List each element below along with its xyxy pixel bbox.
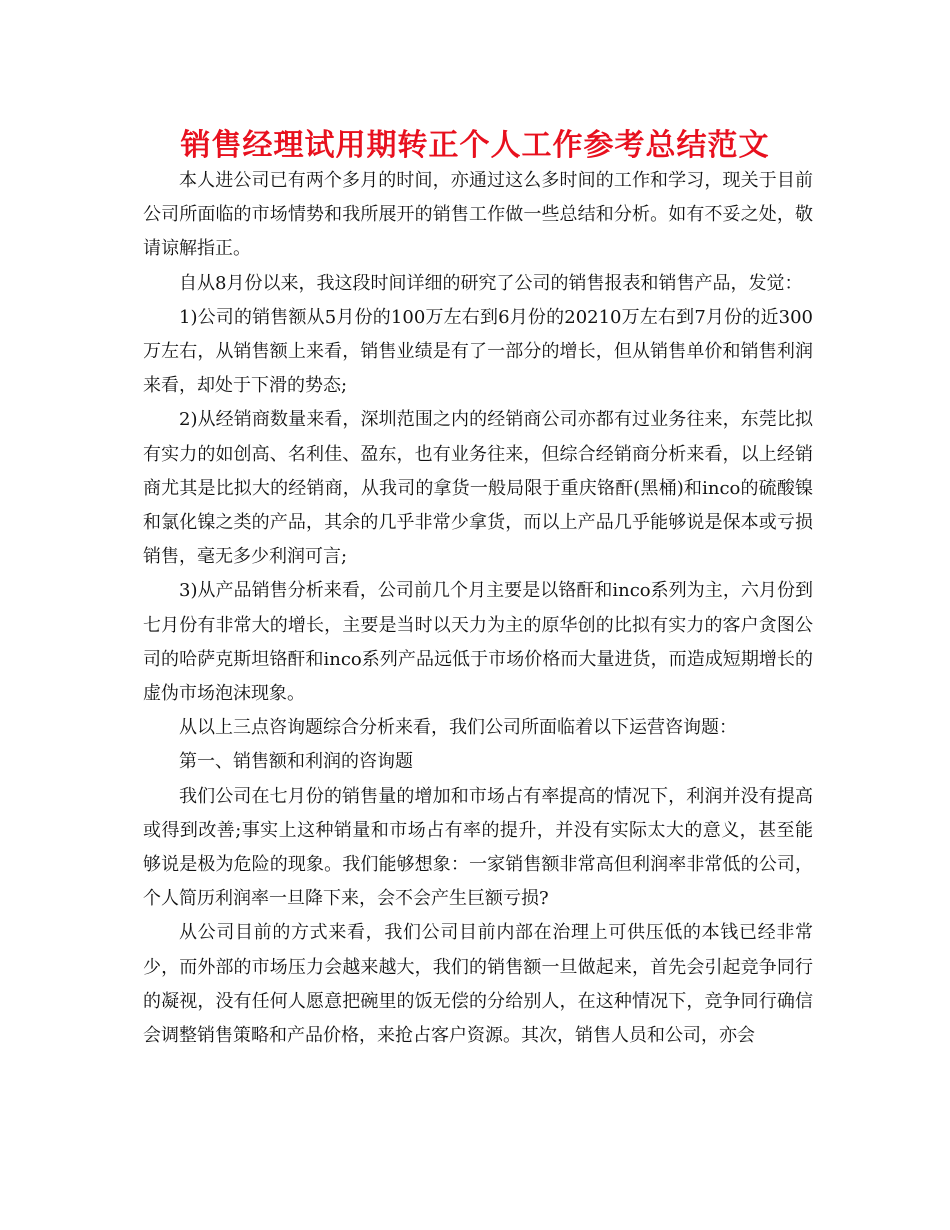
paragraph: 1)公司的销售额从5月份的100万左右到6月份的20210万左右到7月份的近300万左右，从销售额上来看，销售业绩是有了一部分的增长，但从销售单价和销售利润来看，却处于下滑的势态; bbox=[143, 306, 813, 397]
paragraph: 2)从经销商数量来看，深圳范围之内的经销商公司亦都有过业务往来，东莞比拟有实力的如创高、名利佳、盈东，也有业务往来，但综合经销商分析来看，以上经销商尤其是比拟大的经销商，从我司的拿货一般局限于重庆铬酐(黑桶)和inco的硫酸镍和氯化镍之类的产品，其余的几乎非常少拿货，而以上产品几乎能够说是保本或亏损销售，毫无多少利润可言; bbox=[143, 409, 813, 568]
paragraph: 自从8月份以来，我这段时间详细的研究了公司的销售报表和销售产品，发觉： bbox=[179, 272, 803, 294]
section-heading: 第一、销售额和利润的咨询题 bbox=[179, 751, 413, 773]
paragraph: 我们公司在七月份的销售量的增加和市场占有率提高的情况下，利润并没有提高或得到改善;事实上这种销量和市场占有率的提升，并没有实际太大的意义，甚至能够说是极为危险的现象。我们能够想象：一家销售额非常高但利润率非常低的公司，个人简历利润率一旦降下来，会不会产生巨额亏损? bbox=[143, 785, 813, 910]
paragraph: 3)从产品销售分析来看，公司前几个月主要是以铬酐和inco系列为主，六月份到七月份有非常大的增长，主要是当时以天力为主的原华创的比拟有实力的客户贪图公司的哈萨克斯坦铬酐和inco系列产品远低于市场价格而大量进货，而造成短期增长的虚伪市场泡沫现象。 bbox=[143, 580, 813, 705]
document-body bbox=[143, 164, 813, 1053]
paragraph: 从以上三点咨询题综合分析来看，我们公司所面临着以下运营咨询题： bbox=[179, 717, 737, 739]
paragraph: 本人进公司已有两个多月的时间，亦通过这么多时间的工作和学习，现关于目前公司所面临的市场情势和我所展开的销售工作做一些总结和分析。如有不妥之处，敬请谅解指正。 bbox=[143, 170, 813, 260]
paragraph: 从公司目前的方式来看，我们公司目前内部在治理上可供压低的本钱已经非常少，而外部的市场压力会越来越大，我们的销售额一旦做起来，首先会引起竞争同行的凝视，没有任何人愿意把碗里的饭无偿的分给别人，在这种情况下，竞争同行确信会调整销售策略和产品价格，来抢占客户资源。其次，销售人员和公司，亦会 bbox=[143, 922, 813, 1047]
document-title: 销售经理试用期转正个人工作参考总结范文 bbox=[180, 128, 770, 163]
